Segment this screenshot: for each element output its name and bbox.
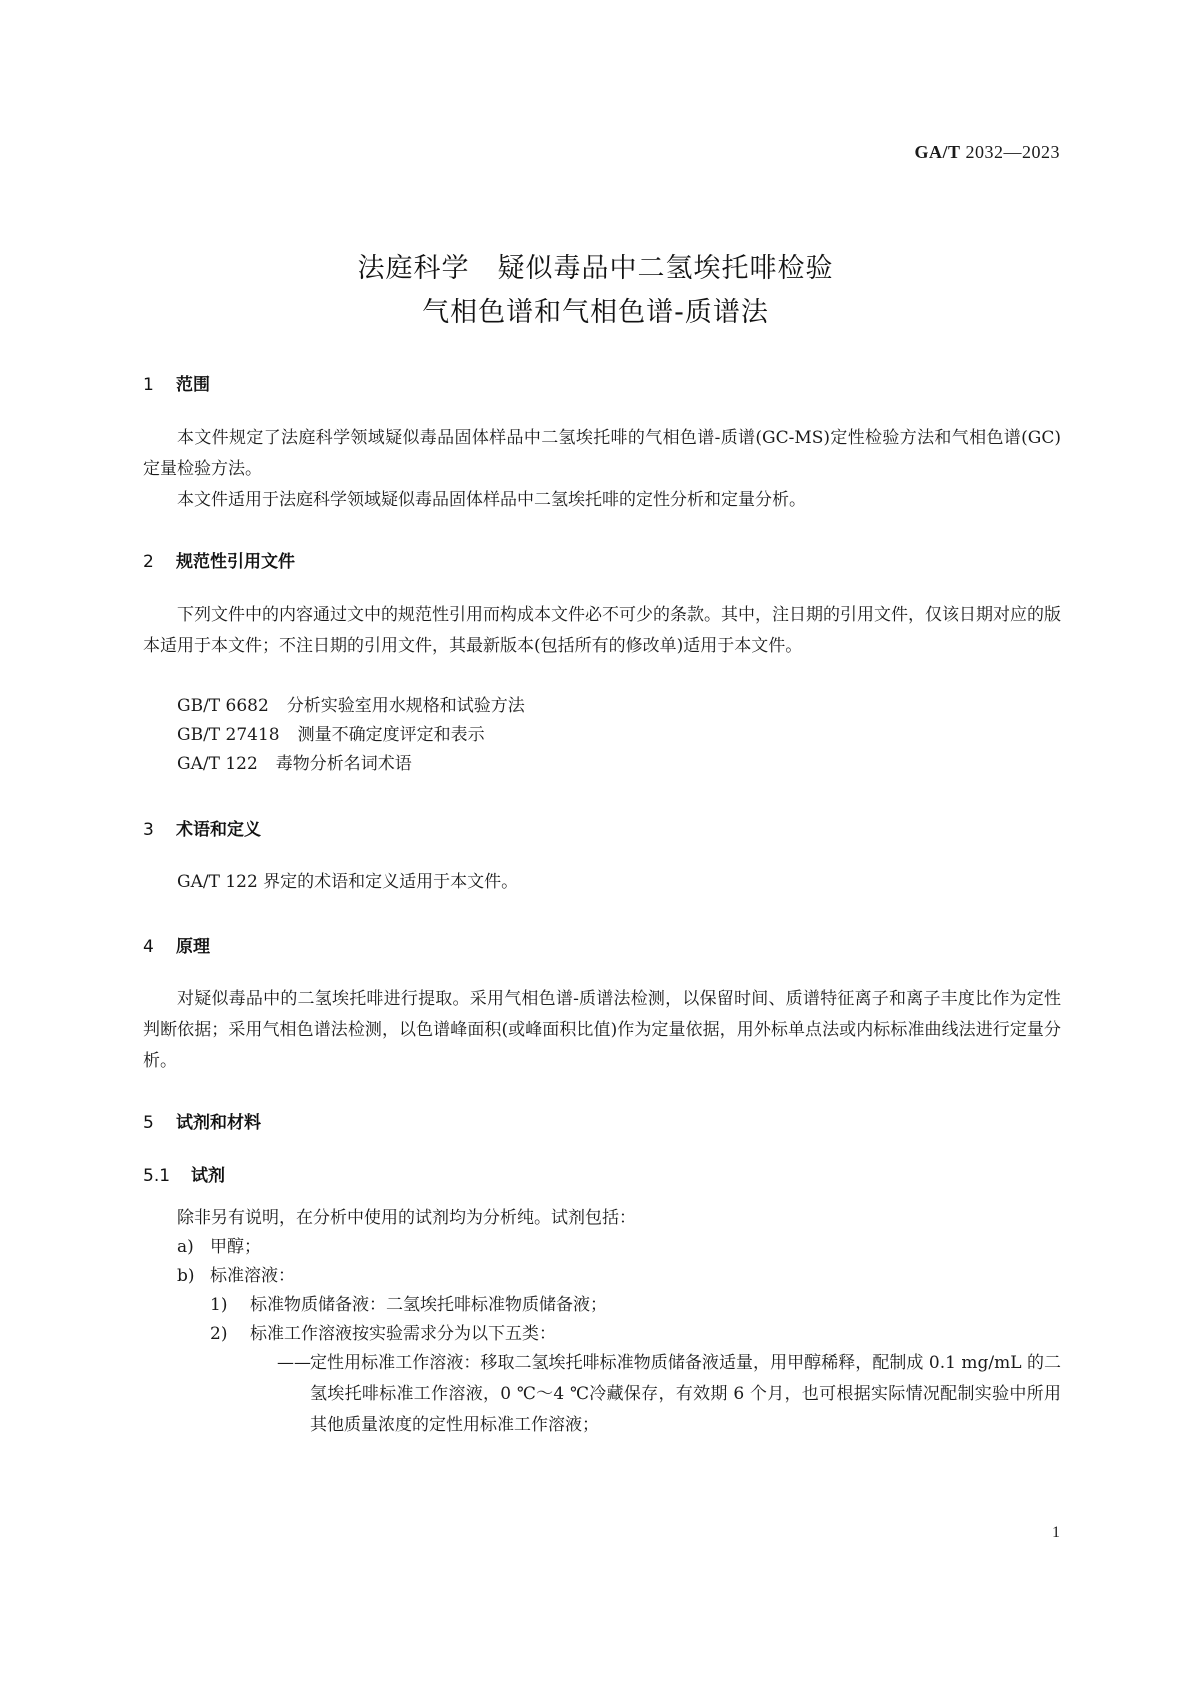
section-number: 5.1: [143, 1166, 171, 1186]
section-1-paragraph-1: 本文件规定了法庭科学领域疑似毒品固体样品中二氢埃托啡的气相色谱-质谱(GC-MS)定性检验方法和气相色谱(GC)定量检验方法。: [143, 428, 1061, 479]
list-item-a: [177, 1232, 261, 1263]
dash-bullet: ——: [277, 1353, 311, 1373]
section-1-paragraph-2: 本文件适用于法庭科学领域疑似毒品固体样品中二氢埃托啡的定性分析和定量分析。: [177, 490, 806, 510]
reference-item: [177, 749, 412, 780]
page-number: 1: [1052, 1524, 1060, 1541]
section-2-heading: [143, 547, 295, 572]
title-line-1: 法庭科学 疑似毒品中二氢埃托啡检验: [357, 253, 834, 284]
list-item-b2: [210, 1319, 556, 1350]
section-4-heading: [143, 932, 210, 957]
standard-number: 2032—2023: [965, 142, 1060, 162]
section-number: 5: [143, 1113, 154, 1133]
list-text: 甲醇；: [210, 1237, 261, 1257]
list-label: 2): [210, 1324, 228, 1344]
list-text: 标准工作溶液按实验需求分为以下五类：: [250, 1324, 556, 1344]
section-title: 原理: [176, 937, 210, 957]
section-number: 4: [143, 937, 154, 957]
list-label: b): [177, 1266, 195, 1286]
list-text: 标准物质储备液：二氢埃托啡标准物质储备液；: [250, 1295, 607, 1315]
list-item-b1: [210, 1290, 607, 1321]
reference-item: [177, 720, 485, 751]
reference-name: 测量不确定度评定和表示: [297, 725, 485, 745]
standard-code: [914, 142, 1060, 163]
list-item-b: [177, 1261, 295, 1292]
reference-name: 分析实验室用水规格和试验方法: [286, 696, 525, 716]
reference-name: 毒物分析名词术语: [275, 754, 412, 774]
list-text: 标准溶液：: [210, 1266, 295, 1286]
reference-code: GB/T 27418: [177, 725, 280, 745]
section-number: 3: [143, 820, 154, 840]
section-number: 1: [143, 375, 154, 395]
section-title: 规范性引用文件: [176, 552, 295, 572]
reference-item: [177, 691, 525, 722]
section-5-1-intro: 除非另有说明，在分析中使用的试剂均为分析纯。试剂包括：: [177, 1208, 636, 1228]
section-4-paragraph-1: 对疑似毒品中的二氢埃托啡进行提取。采用气相色谱-质谱法检测，以保留时间、质谱特征离子和离子丰度比作为定性判断依据；采用气相色谱法检测，以色谱峰面积(或峰面积比值)作为定量依据，用外标单点法或内标标准曲线法进行定量分析。: [143, 989, 1061, 1071]
section-title: 范围: [176, 375, 210, 395]
section-3-heading: [143, 815, 261, 840]
section-5-1-heading: [143, 1161, 225, 1186]
section-title: 试剂和材料: [176, 1113, 261, 1133]
section-number: 2: [143, 552, 154, 572]
list-label: 1): [210, 1295, 228, 1315]
section-5-heading: [143, 1108, 261, 1133]
section-title: 术语和定义: [176, 820, 261, 840]
standard-prefix: GA/T: [914, 142, 961, 162]
section-2-paragraph-1: 下列文件中的内容通过文中的规范性引用而构成本文件必不可少的条款。其中，注日期的引用文件，仅该日期对应的版本适用于本文件；不注日期的引用文件，其最新版本(包括所有的修改单)适用于本文件。: [143, 605, 1061, 656]
section-1-heading: [143, 370, 210, 395]
title-line-2: 气相色谱和气相色谱-质谱法: [422, 297, 769, 328]
reference-code: GA/T 122: [177, 754, 258, 774]
section-title: 试剂: [191, 1166, 225, 1186]
section-3-paragraph-1: GA/T 122 界定的术语和定义适用于本文件。: [177, 872, 519, 892]
dash-item-text: 定性用标准工作溶液：移取二氢埃托啡标准物质储备液适量，用甲醇稀释，配制成 0.1 mg/mL 的二氢埃托啡标准工作溶液，0 ℃～4 ℃冷藏保存，有效期 6 个月，也可根据实际情况配制实验中所用其他质量浓度的定性用标准工作溶液；: [310, 1353, 1061, 1435]
reference-code: GB/T 6682: [177, 696, 269, 716]
list-label: a): [177, 1237, 194, 1257]
